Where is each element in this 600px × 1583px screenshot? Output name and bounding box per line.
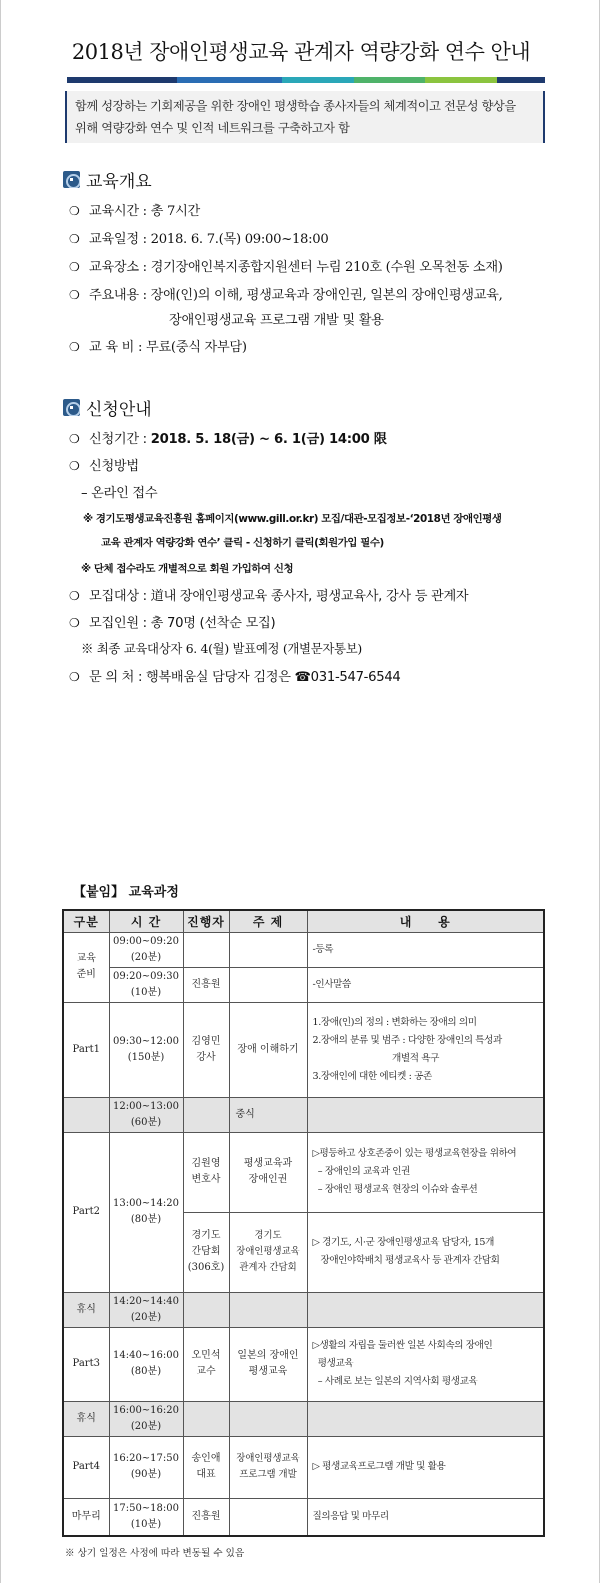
table-row xyxy=(63,1401,544,1436)
cell-time: 12:00~13:00 (60분) xyxy=(109,1097,183,1132)
cell-content: ▷ 평생교육프로그램 개발 및 활용 xyxy=(307,1436,544,1498)
circle-bullet-icon: ❍ xyxy=(69,232,80,246)
color-bar-segment-1 xyxy=(67,77,177,83)
table-row xyxy=(63,1436,544,1498)
cell-section: 마무리 xyxy=(63,1498,109,1536)
table-row xyxy=(63,932,544,967)
circle-bullet-icon: ❍ xyxy=(69,459,80,473)
overview-item-place xyxy=(69,256,503,275)
cell-content xyxy=(307,1292,544,1327)
overview-item-text: 교육장소 : 경기장애인복지종합지원센터 누림 210호 (수원 오목천동 소재) xyxy=(89,260,503,275)
cell-topic xyxy=(229,1292,307,1327)
overview-item-content-cont: 장애인평생교육 프로그램 개발 및 활용 xyxy=(169,313,384,328)
apply-heading xyxy=(63,395,152,420)
overview-item-text: 교육일정 : 2018. 6. 7.(목) 09:00~18:00 xyxy=(89,232,329,247)
table-row xyxy=(63,1097,544,1132)
cell-topic: 평생교육과 장애인권 xyxy=(229,1132,307,1212)
table-row xyxy=(63,1292,544,1327)
table-header-row xyxy=(63,910,544,932)
apply-note-homepage: ※ 경기도평생교육진흥원 홈페이지(www.gill.or.kr) 모집/대관-모집정보-‘2018년 장애인평생 xyxy=(83,513,502,525)
cell-content: ▷ 경기도, 시·군 장애인평생교육 담당자, 15개 장애인야학배치 평생교육사 등 관계자 간담회 xyxy=(307,1212,544,1292)
cell-section: 교육 준비 xyxy=(63,932,109,1002)
circle-bullet-icon: ❍ xyxy=(69,340,80,354)
section-emblem-icon xyxy=(63,399,80,416)
table-row xyxy=(63,1002,544,1097)
attachment-title: 【붙임】 교육과정 xyxy=(73,885,179,900)
cell-host: 경기도 간담회 (306호) xyxy=(183,1212,229,1292)
apply-note-group: ※ 단체 접수라도 개별적으로 회원 가입하여 신청 xyxy=(81,563,294,575)
cell-host: 김원영 변호사 xyxy=(183,1132,229,1212)
circle-bullet-icon: ❍ xyxy=(69,204,80,218)
apply-count-text: 모집인원 : 총 70명 (선착순 모집) xyxy=(89,616,276,631)
cell-topic: 장애인평생교육 프로그램 개발 xyxy=(229,1436,307,1498)
cell-host xyxy=(183,1292,229,1327)
apply-note-announce: ※ 최종 교육대상자 6. 4(월) 발표예정 (개별문자통보) xyxy=(81,641,362,656)
cell-content: -인사말씀 xyxy=(307,967,544,1002)
overview-item-text: 교 육 비 : 무료(중식 자부담) xyxy=(89,340,247,355)
cell-time: 16:00~16:20 (20분) xyxy=(109,1401,183,1436)
title-color-bar xyxy=(67,77,545,83)
cell-host: 김영민 강사 xyxy=(183,1002,229,1097)
cell-topic xyxy=(229,932,307,967)
purpose-summary-box xyxy=(65,91,545,143)
circle-bullet-icon: ❍ xyxy=(69,616,80,630)
cell-time: 17:50~18:00 (10분) xyxy=(109,1498,183,1536)
cell-topic: 경기도 장애인평생교육 관계자 간담회 xyxy=(229,1212,307,1292)
section-emblem-icon xyxy=(63,171,80,188)
cell-section: Part3 xyxy=(63,1327,109,1401)
header-section: 구분 xyxy=(63,910,109,932)
color-bar-segment-5 xyxy=(425,77,497,83)
cell-host: 오민석 교수 xyxy=(183,1327,229,1401)
cell-topic xyxy=(229,1498,307,1536)
cell-time: 16:20~17:50 (90분) xyxy=(109,1436,183,1498)
cell-topic: 일본의 장애인 평생교육 xyxy=(229,1327,307,1401)
summary-line-1: 함께 성장하는 기회제공을 위한 장애인 평생학습 종사자들의 체계적이고 전문성 향상을 xyxy=(75,99,516,113)
color-bar-segment-4 xyxy=(354,77,426,83)
cell-section: Part1 xyxy=(63,1002,109,1097)
cell-content xyxy=(307,1097,544,1132)
table-row xyxy=(63,1132,544,1212)
cell-time: 14:40~16:00 (80분) xyxy=(109,1327,183,1401)
cell-time: 14:20~14:40 (20분) xyxy=(109,1292,183,1327)
cell-content: 질의응답 및 마무리 xyxy=(307,1498,544,1536)
apply-period xyxy=(69,428,387,447)
cell-topic: 중식 xyxy=(229,1097,307,1132)
circle-bullet-icon: ❍ xyxy=(69,260,80,274)
cell-content: 1.장애(인)의 정의 : 변화하는 장애의 의미 2.장애의 분류 및 범주 : 다양한 장애인의 특성과 개별적 욕구 3.장애인에 대한 에티켓 : 공존 xyxy=(307,1002,544,1097)
cell-time: 09:20~09:30 (10분) xyxy=(109,967,183,1002)
circle-bullet-icon: ❍ xyxy=(69,288,80,302)
apply-count xyxy=(69,612,275,631)
color-bar-segment-6 xyxy=(497,77,545,83)
overview-item-fee xyxy=(69,336,247,355)
table-row xyxy=(63,967,544,1002)
cell-content: ▷평등하고 상호존중이 있는 평생교육현장을 위하여 – 장애인의 교육과 인권 – 장애인 평생교육 현장의 이슈와 솔루션 xyxy=(307,1132,544,1212)
cell-section: Part2 xyxy=(63,1132,109,1292)
overview-item-schedule xyxy=(69,228,328,247)
schedule-footnote: ※ 상기 일정은 사정에 따라 변동될 수 있음 xyxy=(65,1548,245,1559)
overview-item-text: 주요내용 : 장애(인)의 이해, 평생교육과 장애인권, 일본의 장애인평생교육, xyxy=(89,288,503,303)
circle-bullet-icon: ❍ xyxy=(69,589,80,603)
circle-bullet-icon: ❍ xyxy=(69,432,80,446)
table-row xyxy=(63,1498,544,1536)
header-topic: 주 제 xyxy=(229,910,307,932)
header-time: 시 간 xyxy=(109,910,183,932)
header-content: 내 용 xyxy=(307,910,544,932)
apply-target xyxy=(69,585,468,604)
apply-method xyxy=(69,455,139,474)
page-title: 2018년 장애인평생교육 관계자 역량강화 연수 안내 xyxy=(71,40,531,64)
cell-topic: 장애 이해하기 xyxy=(229,1002,307,1097)
cell-topic xyxy=(229,1401,307,1436)
cell-time: 09:30~12:00 (150분) xyxy=(109,1002,183,1097)
apply-contact-phone: ☎031-547-6544 xyxy=(294,670,401,685)
overview-item-content xyxy=(69,284,503,303)
overview-heading-text: 교육개요 xyxy=(86,172,152,192)
overview-heading xyxy=(63,167,152,192)
apply-contact xyxy=(69,666,401,685)
cell-host xyxy=(183,1097,229,1132)
cell-host: 송인애 대표 xyxy=(183,1436,229,1498)
summary-line-2: 위해 역량강화 연수 및 인적 네트워크를 구축하고자 함 xyxy=(75,121,350,135)
cell-host xyxy=(183,1401,229,1436)
cell-section: 휴식 xyxy=(63,1401,109,1436)
apply-online: – 온라인 접수 xyxy=(81,486,158,501)
cell-section: 휴식 xyxy=(63,1292,109,1327)
overview-item-text: 교육시간 : 총 7시간 xyxy=(89,204,200,219)
table-row xyxy=(63,1327,544,1401)
cell-section xyxy=(63,1097,109,1132)
apply-method-text: 신청방법 xyxy=(89,459,139,474)
cell-host xyxy=(183,932,229,967)
circle-bullet-icon: ❍ xyxy=(69,670,80,684)
header-host: 진행자 xyxy=(183,910,229,932)
apply-contact-label: 문 의 처 : 행복배움실 담당자 김정은 xyxy=(89,670,295,685)
course-schedule-table xyxy=(62,909,545,1537)
overview-item-time xyxy=(69,200,200,219)
cell-time: 13:00~14:20 (80분) xyxy=(109,1132,183,1292)
apply-target-text: 모집대상 : 道내 장애인평생교육 종사자, 평생교육사, 강사 등 관계자 xyxy=(89,589,469,604)
apply-period-label: 신청기간 : xyxy=(89,432,151,447)
apply-heading-text: 신청안내 xyxy=(86,400,152,420)
cell-content: ▷생활의 자립을 둘러싼 일본 사회속의 장애인 평생교육 – 사례로 보는 일본의 지역사회 평생교육 xyxy=(307,1327,544,1401)
cell-topic xyxy=(229,967,307,1002)
apply-note-homepage-cont: 교육 관계자 역량강화 연수’ 클릭 - 신청하기 클릭(회원가입 필수) xyxy=(101,537,384,549)
cell-time: 09:00~09:20 (20분) xyxy=(109,932,183,967)
cell-section: Part4 xyxy=(63,1436,109,1498)
color-bar-segment-2 xyxy=(177,77,282,83)
cell-host: 진흥원 xyxy=(183,1498,229,1536)
color-bar-segment-3 xyxy=(282,77,354,83)
cell-content: -등록 xyxy=(307,932,544,967)
apply-period-value: 2018. 5. 18(금) ~ 6. 1(금) 14:00 限 xyxy=(150,432,387,447)
cell-content xyxy=(307,1401,544,1436)
cell-host: 진흥원 xyxy=(183,967,229,1002)
